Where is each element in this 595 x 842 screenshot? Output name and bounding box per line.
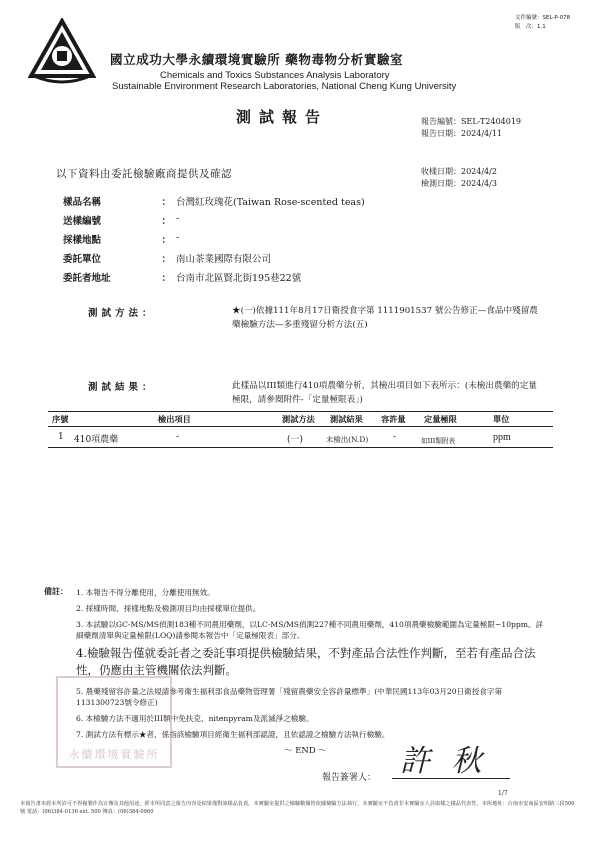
end-mark: ～ END ～ — [284, 746, 327, 756]
org-name-en-line1: Chemicals and Toxics Substances Analysis Laboratory — [160, 70, 390, 81]
header-method: 測試方法 — [282, 414, 315, 424]
table-header-rule — [48, 426, 553, 427]
field-sample-no-label: 送樣編號 ： — [63, 216, 171, 227]
note-6: 6. 本檢驗方法不適用於III類中免扶克、nitenpyram及派滅淨之檢驗。 — [76, 714, 314, 723]
field-client-label: 委託單位 ： — [63, 254, 171, 265]
header-loq: 定量極限 — [424, 414, 457, 424]
row-name: 410項農藥 — [74, 435, 119, 445]
field-location-label: 採樣地點 ： — [63, 235, 171, 246]
notes-heading: 備註： — [44, 586, 68, 596]
row-allow: - — [393, 432, 397, 442]
doc-revision: 版 次：1.1 — [515, 24, 546, 30]
university-logo — [28, 18, 96, 86]
seal-text: 永續環境實驗所 — [68, 748, 160, 761]
method-value: ★(一)依據111年8月17日衛授食字第 1111901537 號公告修正—食品中殘留農藥檢驗方法—多重殘留分析方法(五) — [232, 306, 538, 330]
row-result: 未檢出(N.D) — [326, 435, 369, 444]
intro-text: 以下資料由委託檢驗廠商提供及確認 — [56, 168, 232, 180]
report-date: 報告日期：2024/4/11 — [421, 129, 503, 138]
field-sample-name-value: 台灣紅玫瑰花(Taiwan Rose-scented teas) — [176, 197, 365, 208]
table-bottom-rule — [48, 447, 553, 448]
note-2: 2. 採樣時間、採樣地點及檢測項目均由採樣單位提供。 — [76, 604, 261, 613]
note-3: 3. 本試驗以GC-MS/MS偵測183種不同農用藥劑，以LC-MS/MS偵測227種不同農用藥劑，410項農藥檢驗範圍為定量極限~10ppm。詳細藥劑清單與定量極限(LOQ)請參閱本報告中「定量極限表」部分。 — [76, 620, 544, 640]
row-unit: ppm — [493, 432, 511, 443]
row-no: 1 — [58, 432, 64, 442]
org-name-cn: 國立成功大學永續環境實驗所 藥物毒物分析實驗室 — [110, 52, 404, 67]
method-label: 測試方法： — [88, 308, 156, 319]
result-value: 此樣品以III類進行410項農藥分析，其檢出項目如下表所示：(未檢出農藥的定量極限，請參閱附件-「定量極限表」) — [232, 381, 537, 405]
header-allow: 容許量 — [381, 414, 406, 424]
note-7: 7. 測試方法有標示★者，係指該檢驗項目經衛生福利部認證，且依認證之檢驗方法執行檢驗。 — [76, 730, 390, 739]
header-no: 序號 — [52, 414, 69, 424]
field-address-value: 台南市北區賢北街195巷22號 — [176, 273, 302, 284]
received-date: 收樣日期：2024/4/2 — [421, 167, 497, 176]
footer-text: 本報告書未經本所許可不得複製作為宣傳及其他用途，經本所同意之報告內容及結果僅對該樣品負責。本實驗室提供之檢驗數據皆依據檢驗方法執行，本實驗室不負責非本實驗室人員取樣之樣品代表性。本所地址：台南市安南區安明路三段500號 電話：(06)384-0136 ext. 500 傳真：(06)384-0960 — [20, 801, 575, 815]
org-name-en-line2: Sustainable Environment Research Laboratories, National Cheng Kung University — [112, 81, 457, 92]
lab-seal-stamp — [56, 676, 172, 768]
report-title: 測試報告 — [236, 108, 329, 126]
test-date: 檢測日期：2024/4/3 — [421, 179, 497, 188]
note-1: 1. 本報告不得分離使用，分離使用無效。 — [76, 588, 215, 597]
header-item: 檢出項目 — [158, 414, 191, 424]
field-location-value: - — [176, 232, 180, 243]
signature: 許 秋 — [400, 744, 488, 779]
page-number: 1/7 — [498, 790, 508, 797]
note-5: 5. 農藥殘留容許量之法規請參考衛生福利部食品藥物管理署「殘留農藥安全容許量標準」(中華民國113年03月20日衛授食字第1131300723號令修正) — [76, 687, 503, 707]
header-unit: 單位 — [493, 414, 510, 424]
signature-line — [392, 778, 510, 779]
field-sample-no-value: - — [176, 213, 180, 224]
row-item: - — [176, 432, 180, 442]
note-4: 4.檢驗報告僅就委託者之委託事項提供檢驗結果，不對產品合法性作判斷，至若有產品合法性，仍應由主管機關依法判斷。 — [76, 646, 536, 677]
field-client-value: 南山茶業國際有限公司 — [176, 254, 272, 265]
table-top-rule — [48, 411, 553, 412]
field-address-label: 委託者地址 ： — [63, 273, 171, 284]
report-number: 報告編號：SEL-T2404019 — [421, 117, 522, 126]
result-label: 測試結果： — [88, 382, 156, 393]
field-sample-name-label: 樣品名稱 ： — [63, 197, 171, 208]
doc-code: 文件編號：SEL-P-078 — [515, 15, 571, 21]
row-loq: 如III類附表 — [421, 437, 456, 445]
header-result: 測試結果 — [330, 414, 363, 424]
signer-label: 報告簽署人： — [322, 773, 377, 783]
row-method: (一) — [287, 435, 304, 445]
